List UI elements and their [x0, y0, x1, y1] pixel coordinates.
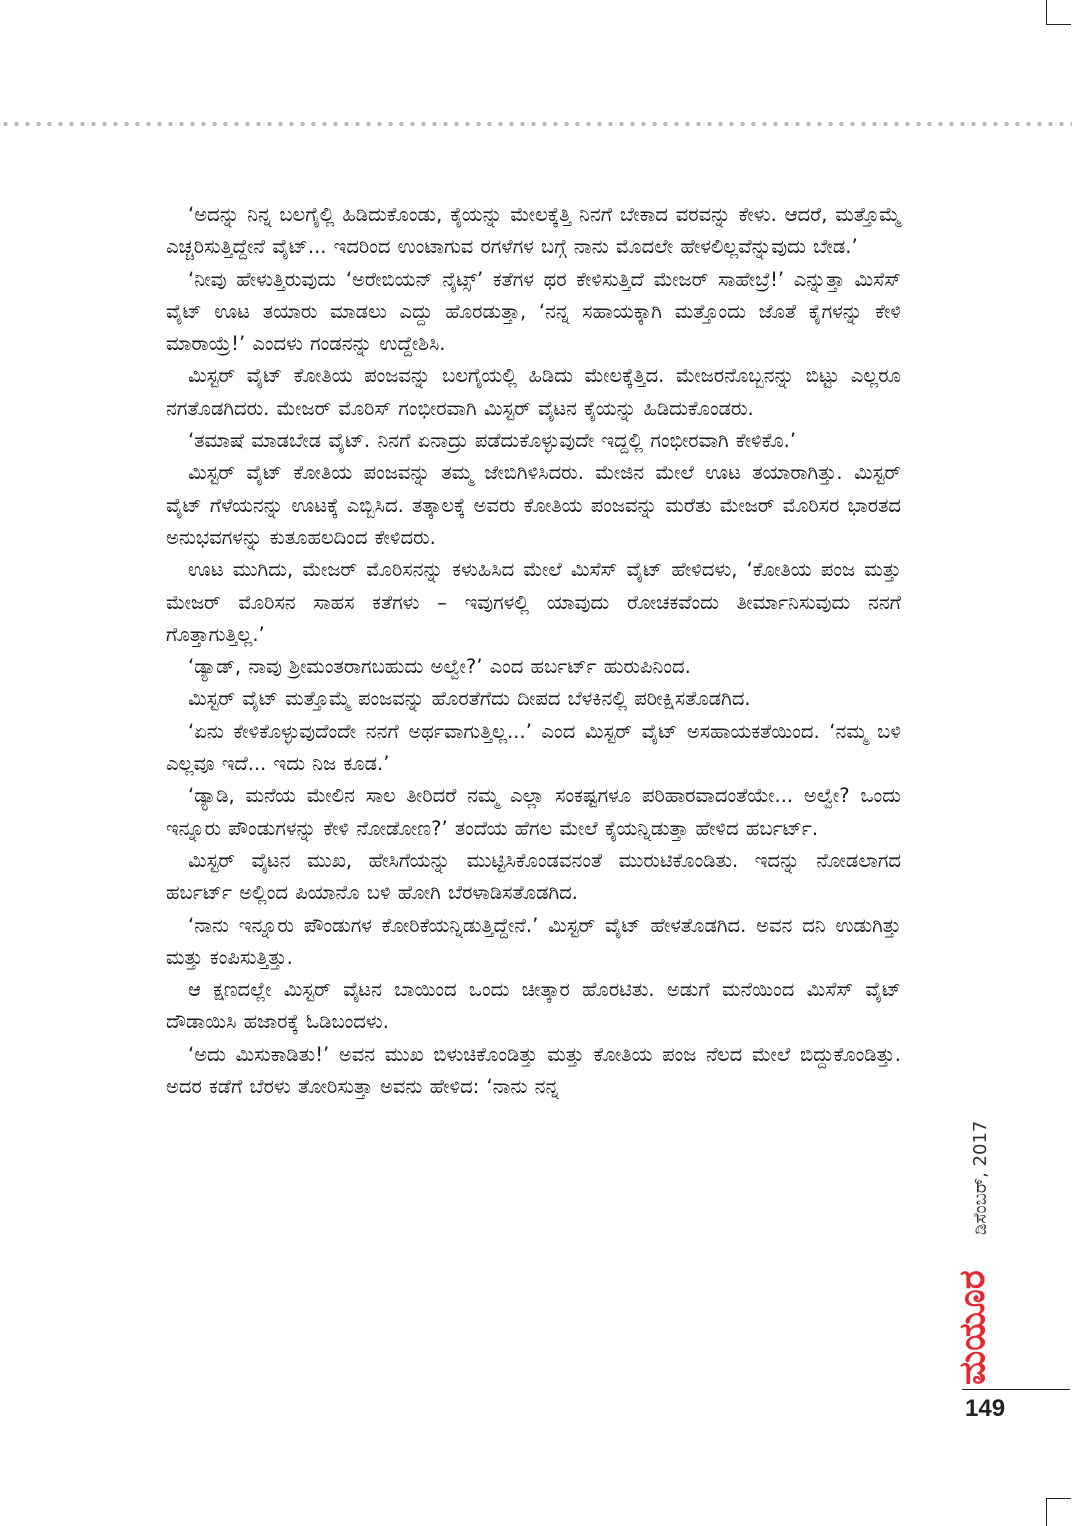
folio-rule [962, 1389, 1070, 1390]
crop-mark-bottom-right [1046, 1498, 1071, 1526]
dotted-header-rule [0, 120, 1072, 128]
paragraph: ‘ತಮಾಷೆ ಮಾಡಬೇಡ ವೈಟ್. ನಿನಗೆ ಏನಾದ್ರು ಪಡೆದುಕೊಳ್ಳುವುದೇ ಇದ್ದಲ್ಲಿ ಗಂಭೀರವಾಗಿ ಕೇಳಿಕೊ.’ [188, 429, 797, 453]
magazine-logo: ಮಯೂರ [952, 1270, 993, 1385]
paragraph: ಮಿಸ್ಟರ್ ವೈಟನ ಮುಖ, ಹೇಸಿಗೆಯನ್ನು ಮುಟ್ಟಿಸಿಕೊಂಡವನಂತೆ ಮುರುಟಿಕೊಂಡಿತು. ಇದನ್ನು ನೋಡಲಾಗದ ಹರ್ಬರ್ಟ್ ಅಲ್ಲಿಂದ ಪಿಯಾನೊ ಬಳಿ ಹೋಗಿ ಬೆರಳಾಡಿಸತೊಡಗಿದ. [166, 848, 901, 905]
crop-mark-top-right [1046, 0, 1071, 25]
paragraph: ಮಿಸ್ಟರ್ ವೈಟ್ ಕೋತಿಯ ಪಂಜವನ್ನು ತಮ್ಮ ಜೇಬಿಗಿಳಿಸಿದರು. ಮೇಜಿನ ಮೇಲೆ ಊಟ ತಯಾರಾಗಿತ್ತು. ಮಿಸ್ಟರ್ ವೈಟ್ ಗೆಳೆಯನನ್ನು ಊಟಕ್ಕೆ ಎಬ್ಬಿಸಿದ. ತತ್ಕಾಲಕ್ಕೆ ಅವರು ಕೋತಿಯ ಪಂಜವನ್ನು ಮರೆತು ಮೇಜರ್ ಮೊರಿಸರ ಭಾರತದ ಅನುಭವಗಳನ್ನು ಕುತೂಹಲದಿಂದ ಕೇಳಿದರು. [166, 461, 901, 549]
paragraph: ಊಟ ಮುಗಿದು, ಮೇಜರ್ ಮೊರಿಸನನ್ನು ಕಳುಹಿಸಿದ ಮೇಲೆ ಮಿಸೆಸ್ ವೈಟ್ ಹೇಳಿದಳು, ‘ಕೋತಿಯ ಪಂಜ ಮತ್ತು ಮೇಜರ್ ಮೊರಿಸನ ಸಾಹಸ ಕತೆಗಳು – ಇವುಗಳಲ್ಲಿ ಯಾವುದು ರೋಚಕವೆಂದು ತೀರ್ಮಾನಿಸುವುದು ನನಗೆ ಗೊತ್ತಾಗುತ್ತಿಲ್ಲ.’ [166, 558, 901, 646]
paragraph: ಮಿಸ್ಟರ್ ವೈಟ್ ಕೋತಿಯ ಪಂಜವನ್ನು ಬಲಗೈಯಲ್ಲಿ ಹಿಡಿದು ಮೇಲಕ್ಕೆತ್ತಿದ. ಮೇಜರನೊಬ್ಬನನ್ನು ಬಿಟ್ಟು ಎಲ್ಲರೂ ನಗತೊಡಗಿದರು. ಮೇಜರ್ ಮೊರಿಸ್ ಗಂಭೀರವಾಗಿ ಮಿಸ್ಟರ್ ವೈಟನ ಕೈಯನ್ನು ಹಿಡಿದುಕೊಂಡರು. [166, 364, 901, 420]
paragraph: ‘ನಾನು ಇನ್ನೂರು ಪೌಂಡುಗಳ ಕೋರಿಕೆಯನ್ನಿಡುತ್ತಿದ್ದೇನೆ.’ ಮಿಸ್ಟರ್ ವೈಟ್ ಹೇಳತೊಡಗಿದ. ಅವನ ದನಿ ಉಡುಗಿತ್ತು ಮತ್ತು ಕಂಪಿಸುತ್ತಿತ್ತು. [166, 913, 901, 969]
issue-date: ಡಿಸೆಂಬರ್, 2017 [970, 1120, 991, 1235]
paragraph: ಮಿಸ್ಟರ್ ವೈಟ್ ಮತ್ತೊಮ್ಮೆ ಪಂಜವನ್ನು ಹೊರತೆಗೆದು ದೀಪದ ಬೆಳಕಿನಲ್ಲಿ ಪರೀಕ್ಷಿಸತೊಡಗಿದ. [188, 687, 751, 711]
paragraph: ‘ಅದು ಮಿಸುಕಾಡಿತು!’ ಅವನ ಮುಖ ಬಿಳುಚಿಕೊಂಡಿತ್ತು ಮತ್ತು ಕೋತಿಯ ಪಂಜ ನೆಲದ ಮೇಲೆ ಬಿದ್ದುಕೊಂಡಿತ್ತು. ಅದರ ಕಡೆಗೆ ಬೆರಳು ತೋರಿಸುತ್ತಾ ಅವನು ಹೇಳಿದ: ‘ನಾನು ನನ್ನ [166, 1042, 901, 1099]
paragraph: ‘ಡ್ಯಾಡಿ, ಮನೆಯ ಮೇಲಿನ ಸಾಲ ತೀರಿದರೆ ನಮ್ಮ ಎಲ್ಲಾ ಸಂಕಷ್ಟಗಳೂ ಪರಿಹಾರವಾದಂತೆಯೇ... ಅಲ್ವೇ? ಒಂದು ಇನ್ನೂರು ಪೌಂಡುಗಳನ್ನು ಕೇಳಿ ನೋಡೋಣ?’ ತಂದೆಯ ಹೆಗಲ ಮೇಲೆ ಕೈಯನ್ನಿಡುತ್ತಾ ಹೇಳಿದ ಹರ್ಬರ್ಟ್. [166, 784, 901, 840]
paragraph: ಆ ಕ್ಷಣದಲ್ಲೇ ಮಿಸ್ಟರ್ ವೈಟನ ಬಾಯಿಂದ ಒಂದು ಚೀತ್ಕಾರ ಹೊರಟಿತು. ಅಡುಗೆ ಮನೆಯಿಂದ ಮಿಸೆಸ್ ವೈಟ್ ದೌಡಾಯಿಸಿ ಹಜಾರಕ್ಕೆ ಓಡಿಬಂದಳು. [166, 978, 901, 1034]
paragraph: ‘ನೀವು ಹೇಳುತ್ತಿರುವುದು ‘ಅರೇಬಿಯನ್ ನೈಟ್ಸ್’ ಕತೆಗಳ ಥರ ಕೇಳಿಸುತ್ತಿದೆ ಮೇಜರ್ ಸಾಹೇಬ್ರೆ!’ ಎನ್ನುತ್ತಾ ಮಿಸೆಸ್ ವೈಟ್ ಊಟ ತಯಾರು ಮಾಡಲು ಎದ್ದು ಹೊರಡುತ್ತಾ, ‘ನನ್ನ ಸಹಾಯಕ್ಕಾಗಿ ಮತ್ತೊಂದು ಜೊತೆ ಕೈಗಳನ್ನು ಕೇಳಿ ಮಾರಾಯ್ರೆ!’ ಎಂದಳು ಗಂಡನನ್ನು ಉದ್ದೇಶಿಸಿ. [166, 267, 901, 356]
paragraph: ‘ಡ್ಯಾಡ್, ನಾವು ಶ್ರೀಮಂತರಾಗಬಹುದು ಅಲ್ವೇ?’ ಎಂದ ಹರ್ಬರ್ಟ್ ಹುರುಪಿನಿಂದ. [188, 655, 691, 679]
article-body [166, 199, 901, 1103]
paragraph: ‘ಏನು ಕೇಳಿಕೊಳ್ಳುವುದೆಂದೇ ನನಗೆ ಅರ್ಥವಾಗುತ್ತಿಲ್ಲ...’ ಎಂದ ಮಿಸ್ಟರ್ ವೈಟ್ ಅಸಹಾಯಕತೆಯಿಂದ. ‘ನಮ್ಮ ಬಳಿ ಎಲ್ಲವೂ ಇದೆ... ಇದು ನಿಜ ಕೂಡ.’ [166, 719, 901, 776]
page-number: 149 [965, 1395, 1006, 1422]
page-sidebar [950, 1095, 1040, 1385]
paragraph: ‘ಅದನ್ನು ನಿನ್ನ ಬಲಗೈಲ್ಲಿ ಹಿಡಿದುಕೊಂಡು, ಕೈಯನ್ನು ಮೇಲಕ್ಕೆತ್ತಿ ನಿನಗೆ ಬೇಕಾದ ವರವನ್ನು ಕೇಳು. ಆದರೆ, ಮತ್ತೊಮ್ಮೆ ಎಚ್ಚರಿಸುತ್ತಿದ್ದೇನೆ ವೈಟ್... ಇದರಿಂದ ಉಂಟಾಗುವ ರಗಳೆಗಳ ಬಗ್ಗೆ ನಾನು ಮೊದಲೇ ಹೇಳಲಿಲ್ಲವೆನ್ನುವುದು ಬೇಡ.’ [166, 203, 901, 259]
